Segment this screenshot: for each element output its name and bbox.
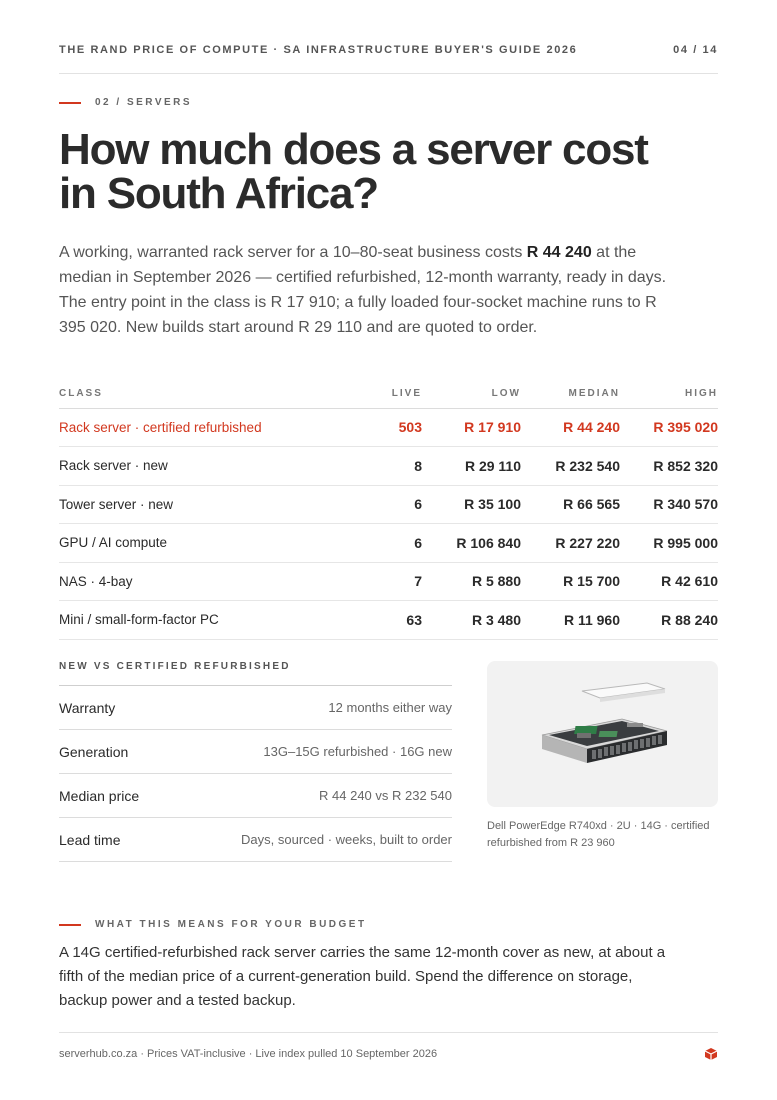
comparison-value: 12 months either way — [328, 700, 452, 715]
comparison-row — [59, 730, 452, 774]
cell-live: 503 — [359, 408, 422, 447]
comparison-value: R 44 240 vs R 232 540 — [319, 788, 452, 803]
col-header-class: CLASS — [59, 380, 359, 408]
budget-label — [59, 919, 367, 930]
cell-low: R 106 840 — [422, 524, 521, 563]
cell-live: 7 — [359, 562, 422, 601]
col-header-low: LOW — [422, 380, 521, 408]
cell-class: Rack server · certified refurbished — [59, 408, 359, 447]
cell-median: R 44 240 — [521, 408, 620, 447]
guide-title: THE RAND PRICE OF COMPUTE · SA INFRASTRUCTURE BUYER'S GUIDE 2026 — [59, 44, 578, 56]
table-row — [59, 485, 718, 524]
page-title: How much does a server cost in South Africa? — [59, 125, 648, 218]
cell-high: R 395 020 — [620, 408, 718, 447]
comparison-key: Lead time — [59, 831, 121, 848]
cell-class: Tower server · new — [59, 485, 359, 524]
intro-paragraph — [59, 240, 671, 340]
cube-logo-icon — [704, 1047, 718, 1061]
page-number: 04 / 14 — [673, 44, 718, 56]
cell-class: GPU / AI compute — [59, 524, 359, 563]
cell-live: 8 — [359, 447, 422, 486]
cell-median: R 11 960 — [521, 601, 620, 640]
price-table-header — [59, 380, 718, 408]
budget-label-text: WHAT THIS MEANS FOR YOUR BUDGET — [95, 919, 367, 930]
cell-live: 6 — [359, 524, 422, 563]
server-image — [487, 661, 718, 807]
accent-dash — [59, 924, 81, 926]
cell-class: Rack server · new — [59, 447, 359, 486]
table-row — [59, 408, 718, 447]
comparison-key: Warranty — [59, 699, 116, 716]
footer-text: serverhub.co.za · Prices VAT-inclusive · Live index pulled 10 September 2026 — [59, 1048, 438, 1060]
col-header-live: LIVE — [359, 380, 422, 408]
cell-high: R 995 000 — [620, 524, 718, 563]
cell-live: 6 — [359, 485, 422, 524]
cell-low: R 5 880 — [422, 562, 521, 601]
comparison-key: Median price — [59, 787, 140, 804]
comparison-row — [59, 818, 452, 862]
comparison-row — [59, 774, 452, 818]
cell-class: NAS · 4-bay — [59, 562, 359, 601]
rack-server-illustration — [487, 661, 718, 807]
table-row — [59, 524, 718, 563]
table-row — [59, 601, 718, 640]
cell-live: 63 — [359, 601, 422, 640]
cell-high: R 88 240 — [620, 601, 718, 640]
image-caption: Dell PowerEdge R740xd · 2U · 14G · certified refurbished from R 23 960 — [487, 820, 710, 849]
price-table — [59, 380, 718, 640]
cell-low: R 3 480 — [422, 601, 521, 640]
cell-class: Mini / small-form-factor PC — [59, 601, 359, 640]
comparison-value: 13G–15G refurbished · 16G new — [263, 744, 452, 759]
comparison-table — [59, 685, 452, 862]
cell-median: R 15 700 — [521, 562, 620, 601]
intro-median-price: R 44 240 — [526, 244, 592, 261]
page-header — [59, 44, 718, 74]
intro-part2: at the median in September 2026 — certified refurbished, 12-month warranty, ready in days. The entry point in the class is R 17 910; a fully loaded four-socket machine runs to R 395 020. New builds start around R 29 110 and are quoted to order. — [59, 244, 667, 336]
comparison-label: NEW VS CERTIFIED REFURBISHED — [59, 661, 291, 672]
cell-high: R 42 610 — [620, 562, 718, 601]
accent-dash — [59, 102, 81, 104]
cell-high: R 852 320 — [620, 447, 718, 486]
cell-low: R 35 100 — [422, 485, 521, 524]
cell-median: R 66 565 — [521, 485, 620, 524]
section-label-text: 02 / SERVERS — [95, 97, 193, 108]
comparison-value: Days, sourced · weeks, built to order — [241, 832, 452, 847]
col-header-high: HIGH — [620, 380, 718, 408]
budget-paragraph: A 14G certified-refurbished rack server carries the same 12-month cover as new, at about a fifth of the median price of a current-generation build. Spend the difference on storage, backup power and a tested backup. — [59, 944, 666, 1009]
table-row — [59, 447, 718, 486]
cell-low: R 29 110 — [422, 447, 521, 486]
cell-low: R 17 910 — [422, 408, 521, 447]
section-label — [59, 97, 192, 108]
comparison-row — [59, 686, 452, 730]
cell-median: R 232 540 — [521, 447, 620, 486]
page-footer — [59, 1032, 718, 1061]
cell-high: R 340 570 — [620, 485, 718, 524]
comparison-key: Generation — [59, 743, 129, 760]
col-header-median: MEDIAN — [521, 380, 620, 408]
intro-part1: A working, warranted rack server for a 10–80-seat business costs — [59, 244, 527, 261]
table-row — [59, 562, 718, 601]
cell-median: R 227 220 — [521, 524, 620, 563]
